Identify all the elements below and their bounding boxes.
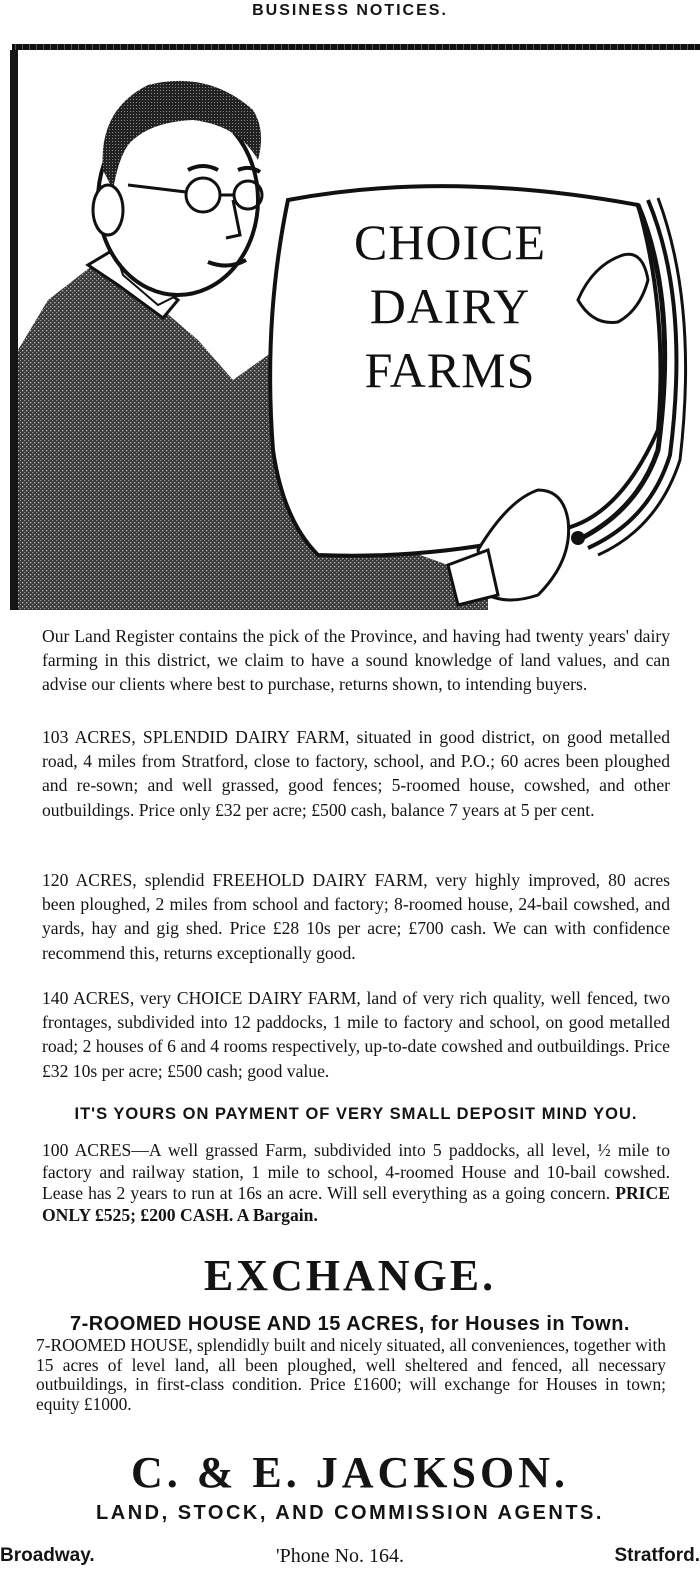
listing-100-text: 100 ACRES—A well grassed Farm, subdivided into 5 paddocks, all level, ½ mile to factory and railway station, 1 mile to school, 4-roomed House and 10-bail cowshed. Lease has 2 years to run at 16s an acre. Will sell everything as a going concern. [42,1140,670,1203]
sign-line-1: CHOICE [353,214,547,270]
intro-paragraph [42,624,670,697]
listing-100-acres [42,1140,670,1226]
address: Broadway. [0,1545,95,1566]
deposit-promo: IT'S YOURS ON PAYMENT OF VERY SMALL DEPOSIT MIND YOU. [74,1105,638,1123]
listing-120-text: 120 ACRES, splendid FREEHOLD DAIRY FARM, very highly improved, 80 acres been ploughed, 2 miles from school and factory; 8-roomed house, 24-bail cowshed, and yards, hay and gig shed. Price £28 10s per acre; £700 cash. We can with confidence recommend this, returns exceptionally good. [42,870,670,963]
left-border [10,50,18,610]
section-header: BUSINESS NOTICES. [252,2,448,19]
intro-text: Our Land Register contains the pick of the Province, and having had twenty years' dairy farming in this district, we claim to have a sound knowledge of land values, and can advise our clients where best to purchase, returns shown, to intending buyers. [42,626,670,695]
town-name: Stratford. [614,1545,700,1566]
sign-line-3: FARMS [364,342,536,398]
listing-103-acres [42,725,670,822]
exchange-subheading: 7-ROOMED HOUSE AND 15 ACRES, for Houses in Town. [70,1313,630,1335]
sign-line-2: DAIRY [369,278,531,334]
listing-120-acres [42,868,670,965]
listing-140-acres [42,986,670,1083]
exchange-heading: EXCHANGE. [203,1251,497,1300]
firm-description: LAND, STOCK, AND COMMISSION AGENTS. [96,1502,604,1524]
firm-name: C. & E. JACKSON. [130,1448,570,1497]
sign-text [300,210,600,402]
listing-140-text: 140 ACRES, very CHOICE DAIRY FARM, land of very rich quality, well fenced, two frontages, subdivided into 12 paddocks, 1 mile to factory and school, on good metalled road; 2 houses of 6 and 4 rooms respectively, up-to-date cowshed and outbuildings. Price £32 10s per acre; £500 cash; good value. [42,988,670,1081]
exchange-paragraph: 7-ROOMED HOUSE, splendidly built and nicely situated, all conveniences, together with 15 acres of level land, all been ploughed, well sheltered and fenced, all necessary outbuildings, in first-class condition. Price £1600; will exchange for Houses in town; equity £1000. [36,1335,666,1414]
phone-number: 'Phone No. 164. [276,1545,405,1567]
listing-103-text: 103 ACRES, SPLENDID DAIRY FARM, situated in good district, on good metalled road, 4 miles from Stratford, close to factory, school, and P.O.; 60 acres been ploughed and re-sown; and well grassed, good fences; 5-roomed house, cowshed, and other outbuildings. Price only £32 per acre; £500 cash, balance 7 years at 5 per cent. [42,727,670,820]
listing-100-price: PRICE ONLY £525; £200 CASH. A Bargain. [42,1183,670,1225]
